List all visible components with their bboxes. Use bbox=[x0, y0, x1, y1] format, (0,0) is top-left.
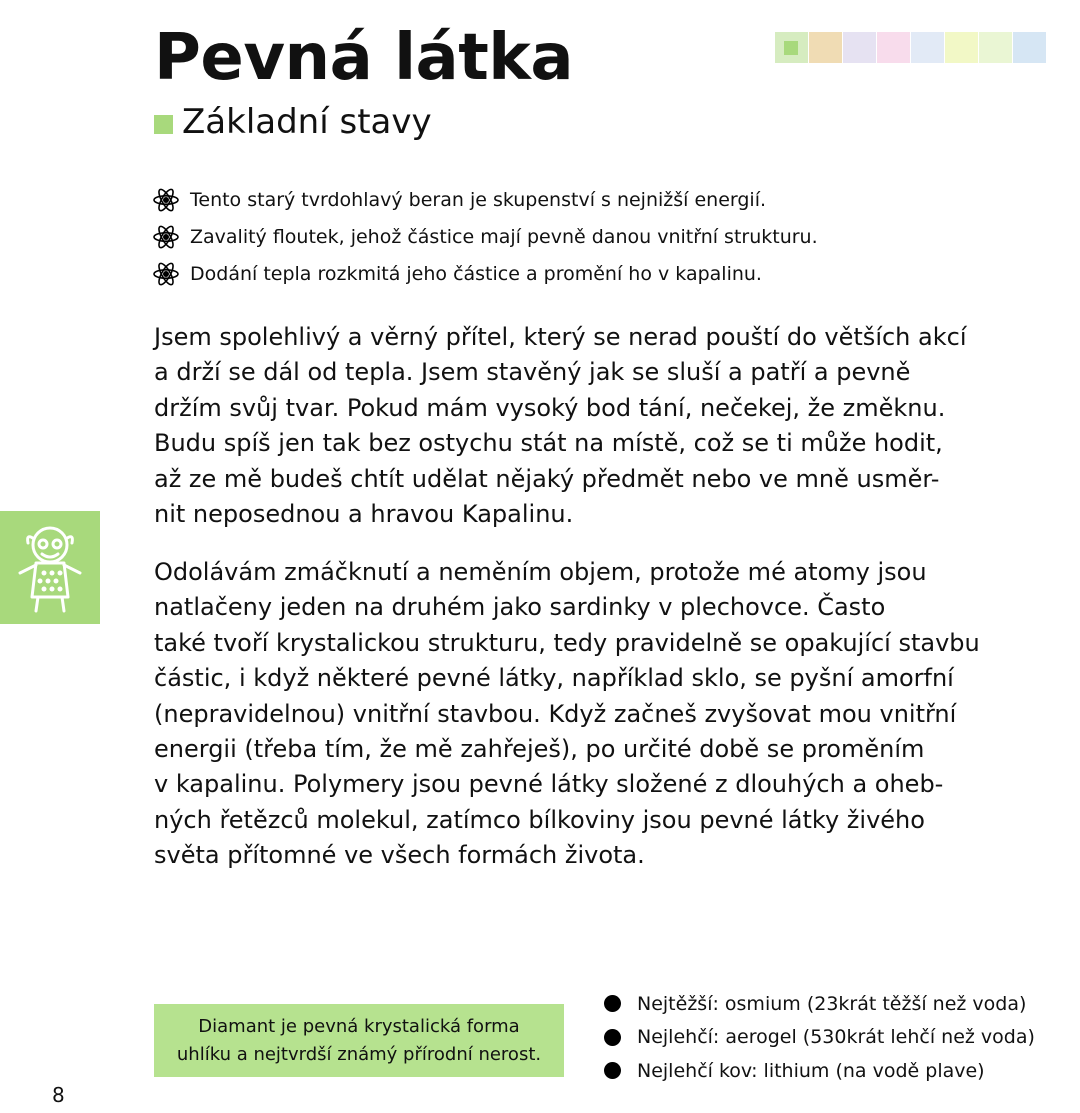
atom-icon bbox=[152, 260, 180, 288]
side-tab bbox=[0, 511, 100, 624]
key-point-text: Zavalitý floutek, jehož částice mají pevně danou vnitřní strukturu. bbox=[190, 225, 818, 248]
atom-icon bbox=[152, 223, 180, 251]
subtitle-text: Základní stavy bbox=[182, 102, 432, 142]
record-item bbox=[604, 987, 1035, 1021]
key-point-text: Tento starý tvrdohlavý beran je skupenství s nejnižší energií. bbox=[190, 188, 767, 211]
intro-paragraph: Jsem spolehlivý a věrný přítel, který se nerad pouští do větších akcí a drží se dál od tepla. Jsem stavěný jak se sluší a patří a pevně držím svůj tvar. Pokud mám vysoký bod tání, nečekej, že změknu. Budu spíš jen tak bez ostychu stát na místě, což se ti může hodit, až ze mě budeš chtít udělat nějaký předmět nebo ve mně usměr- nit neposednou a hravou Kapalinu. bbox=[154, 323, 967, 529]
record-text: Nejtěžší: osmium (23krát těžší než voda) bbox=[637, 992, 1027, 1015]
fact-box: Diamant je pevná krystalická forma uhlíku a nejtvrdší známý přírodní nerost. bbox=[154, 1004, 564, 1077]
key-point bbox=[152, 181, 818, 218]
bullet-dot-icon bbox=[604, 995, 621, 1012]
swatch-solid bbox=[775, 32, 808, 63]
key-points-list bbox=[152, 181, 818, 292]
page-number: 8 bbox=[52, 1083, 65, 1107]
atom-icon bbox=[152, 186, 180, 214]
detail-paragraph: Odolávám zmáčknutí a neměním objem, protože mé atomy jsou natlačeny jeden na druhém jako sardinky v plechovce. Často také tvoří krystalickou strukturu, tedy pravidelně se opakující stavbu částic, i když některé pevné látky, například sklo, se pyšní amorfní (nepravidelnou) vnitřní stavbou. Když začneš zvyšovat mou vnitřní energii (třeba tím, že mě zahřeješ), po určité době se proměním v kapalinu. Polymery jsou pevné látky složené z dlouhých a oheb- ných řetězců molekul, zatímco bílkoviny jsou pevné látky živého světa přítomné ve všech formách života. bbox=[154, 558, 980, 870]
swatch-5 bbox=[911, 32, 944, 63]
section-subtitle bbox=[154, 100, 432, 144]
solid-character-icon bbox=[12, 519, 88, 615]
color-swatch-strip bbox=[775, 32, 1047, 63]
swatch-7 bbox=[979, 32, 1012, 63]
active-swatch-marker bbox=[784, 41, 798, 55]
key-point-text: Dodání tepla rozkmitá jeho částice a promění ho v kapalinu. bbox=[190, 262, 762, 285]
swatch-2 bbox=[809, 32, 842, 63]
subtitle-square-icon bbox=[154, 115, 173, 134]
bullet-dot-icon bbox=[604, 1062, 621, 1079]
record-text: Nejlehčí: aerogel (530krát lehčí než voda) bbox=[637, 1026, 1035, 1049]
key-point bbox=[152, 255, 818, 292]
record-item bbox=[604, 1021, 1035, 1055]
swatch-4 bbox=[877, 32, 910, 63]
record-text: Nejlehčí kov: lithium (na vodě plave) bbox=[637, 1059, 985, 1082]
key-point bbox=[152, 218, 818, 255]
records-list bbox=[604, 987, 1035, 1088]
swatch-6 bbox=[945, 32, 978, 63]
swatch-8 bbox=[1013, 32, 1046, 63]
record-item bbox=[604, 1054, 1035, 1088]
page-title: Pevná látka bbox=[154, 21, 574, 95]
bullet-dot-icon bbox=[604, 1029, 621, 1046]
swatch-3 bbox=[843, 32, 876, 63]
